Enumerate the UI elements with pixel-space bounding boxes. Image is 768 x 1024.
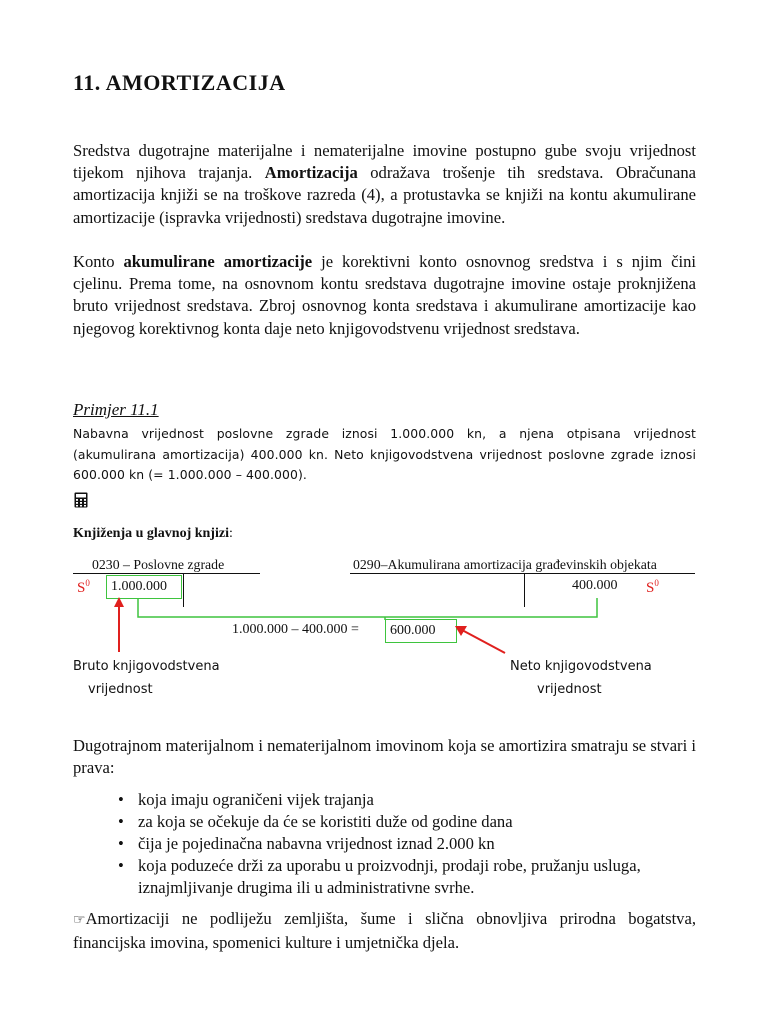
net-value-label [510,655,690,701]
pointing-hand-icon: ☞ [73,912,86,928]
ledger-heading-colon: : [228,526,233,541]
ledger-heading-text: Knjiženja u glavnoj knjizi [73,526,229,541]
green-bracket-line [138,598,597,617]
red-arrow-right-line [462,630,505,653]
net-value-label-line1: Neto knjigovodstvena [510,659,652,674]
account-buildings-label: 0230 – Poslovne zgrade [92,557,225,572]
para1-text-start: Sredstva dugotrajne materijalne i nematerijalne imovine postupno gube svoju vrijednost tijekom njihova trajanja. [73,141,696,183]
list-item: • koja poduzeće drži za uporabu u proizvodnji, prodaji robe, pružanju usluga, iznajmljivanje drugima ili u administrativne svrhe. [118,855,698,899]
page-title: 11. AMORTIZACIJA [73,70,286,95]
list-item: • za koja se očekuje da će se koristiti duže od godine dana [118,811,698,833]
net-value-label-line2: vrijednost [537,682,602,697]
note-text: Amortizaciji ne podliježu zemljišta, šume i slična obnovljiva prirodna bogatstva, financijska imovina, spomenici kulture i umjetnička djela. [73,909,696,952]
opening-balance-right-sup: 0 [654,578,659,588]
opening-balance-left-sup: 0 [85,578,90,588]
opening-balance-right-letter: S [646,580,655,596]
account-depreciation-label: 0290–Akumulirana amortizacija građevinskih objekata [353,557,657,572]
list-item: • koja imaju ograničeni vijek trajanja [118,789,698,811]
net-value-equation: 1.000.000 – 400.000 = [232,622,359,637]
example-title: Primjer 11.1 [73,400,159,419]
gross-value-box: 1.000.000 [106,575,182,599]
criteria-list [118,789,698,899]
red-arrow-left-head [114,597,124,607]
list-item: • čija je pojedinačna nabavna vrijednost iznad 2.000 kn [118,833,698,855]
gross-value-label-line2: vrijednost [88,682,153,697]
note-paragraph [73,908,696,954]
para2-text-end: je korektivni konto osnovnog sredstva i s njim čini cjelinu. Prema tome, na osnovnom kontu sredstava dugotrajne imovine ostaje proknjižena bruto vrijednost sredstava. Zbroj osnovnog konta sredstava i akumulirane amortizacije kao njegovog korektivnog konta daje neto knjigovodstvenu vrijednost sredstava. [73,252,696,338]
assets-paragraph: Dugotrajnom materijalnom i nematerijalnom imovinom koja se amortizira smatraju se stvari i prava: [73,736,696,778]
para2-bold-term: akumulirane amortizacije [123,252,313,271]
example-text: Nabavna vrijednost poslovne zgrade iznosi 1.000.000 kn, a njena otpisana vrijednost (akumulirana amortizacija) 400.000 kn. Neto knjigovodstvena vrijednost poslovne zgrade iznosi 600.000 kn (= 1.000.000 – 400.000). [73,426,696,482]
gross-value-label-line1: Bruto knjigovodstvena [73,659,220,674]
para1-text-end: odražava trošenje tih sredstava. Obračunana amortizacija knjiži se na troškove razreda (4), a protustavka se knjiži na kontu akumulirane amortizacije (ispravka vrijednosti) sredstava dugotrajne imovine. [73,163,696,227]
para2-text-start: Konto [73,252,124,271]
net-value-box: 600.000 [385,619,457,643]
para1-bold-term: Amortizacija [264,163,358,183]
accumulated-depreciation-value: 400.000 [572,578,618,593]
gross-value-label [73,655,243,701]
opening-balance-left-letter: S [77,580,86,596]
